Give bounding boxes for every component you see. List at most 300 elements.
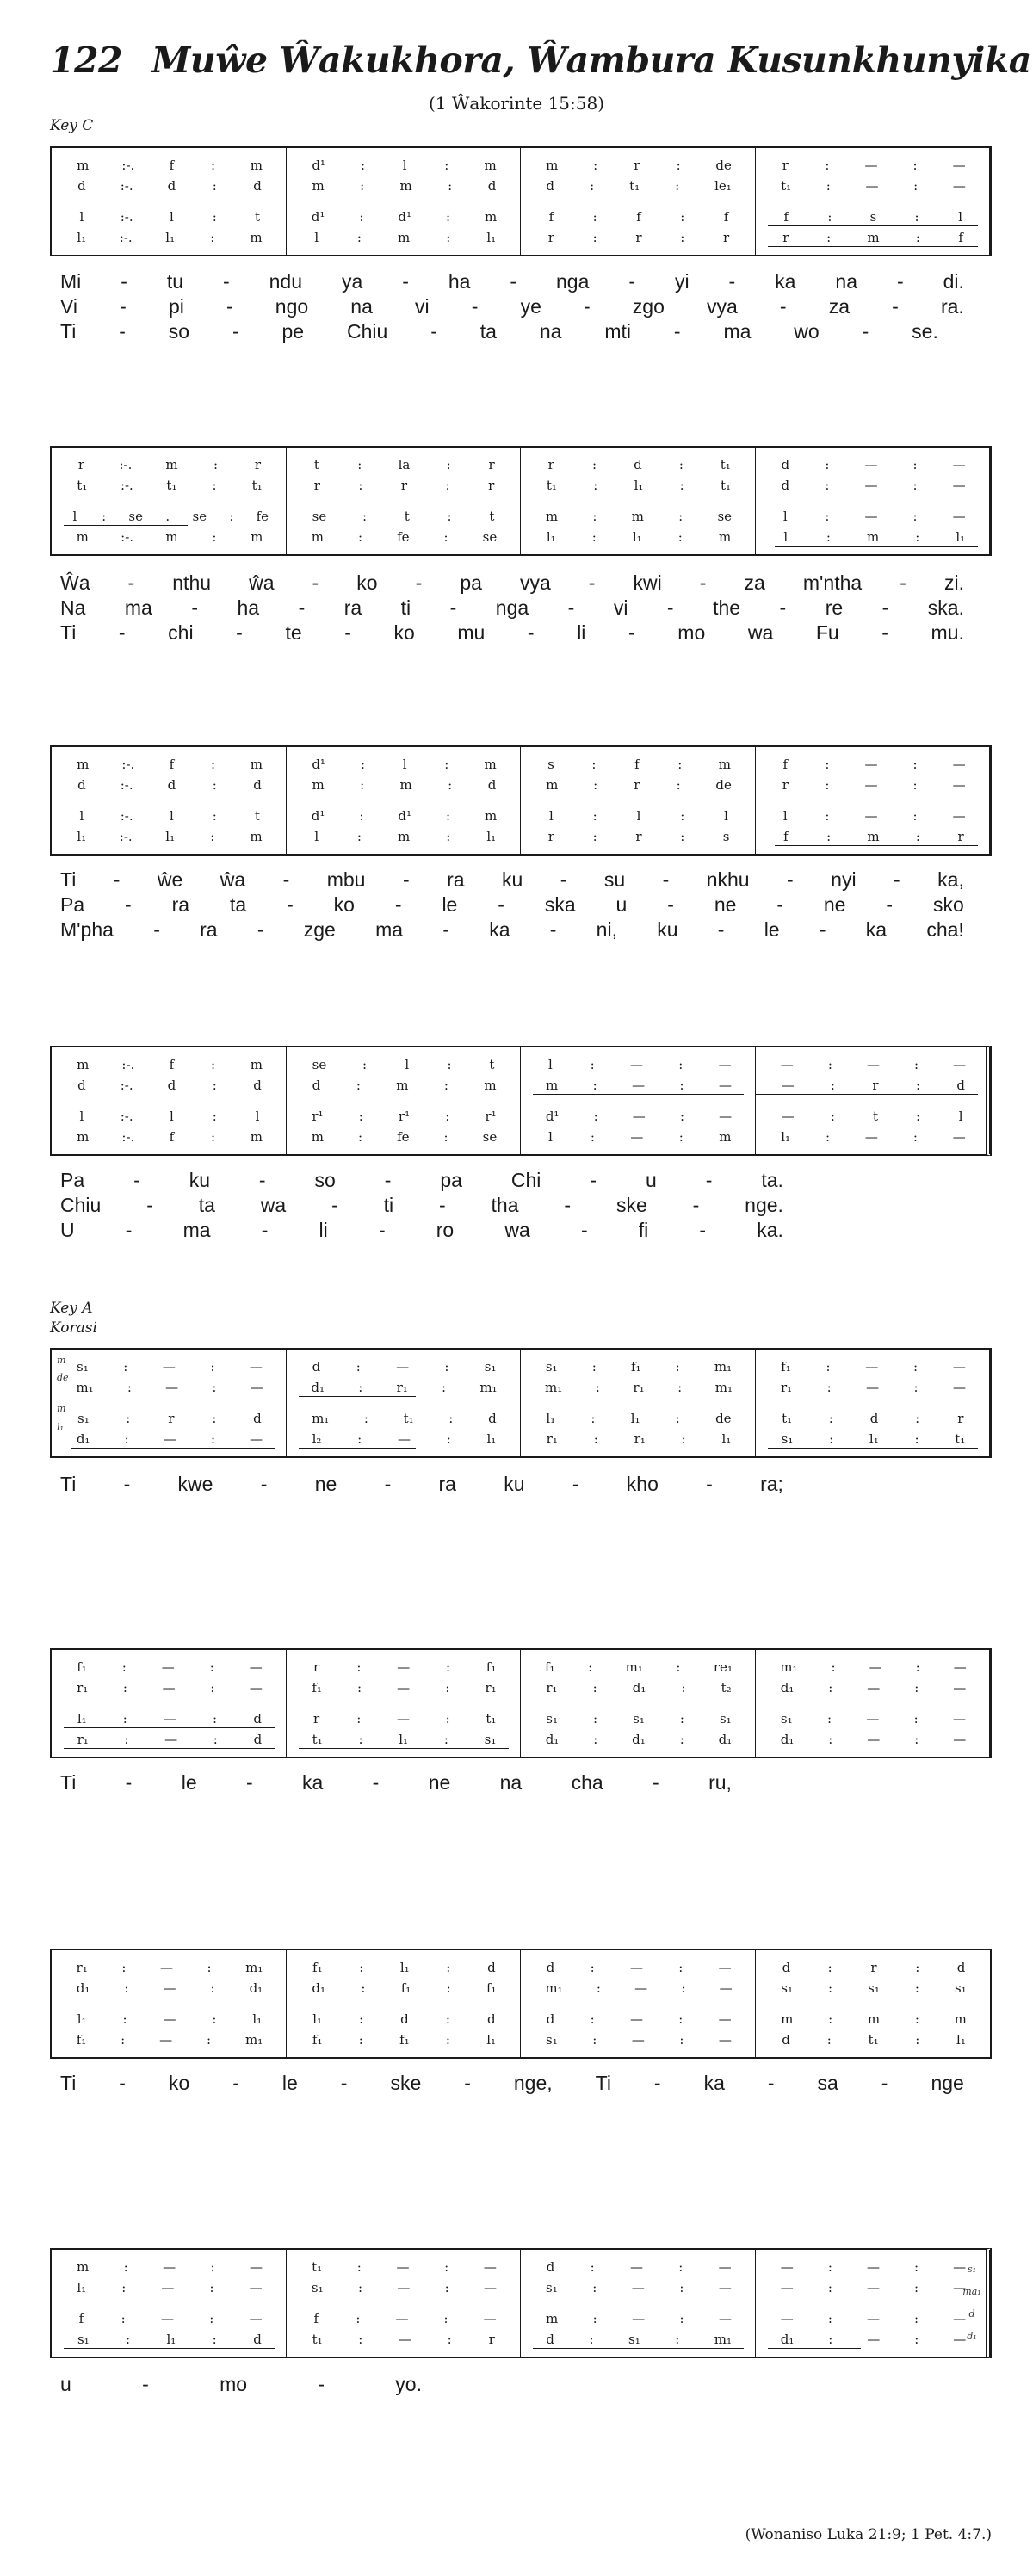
solfa-note: — bbox=[719, 2311, 733, 2326]
solfa-note: m₁ bbox=[545, 1980, 563, 1996]
voice-part-2 bbox=[60, 475, 279, 496]
solfa-note: : bbox=[596, 1980, 601, 1996]
lyric-syllable: Pa bbox=[60, 893, 85, 916]
solfa-note: l bbox=[255, 1109, 260, 1124]
solfa-note: :-. bbox=[120, 178, 133, 194]
solfa-note: — bbox=[165, 1380, 179, 1395]
solfa-note: — bbox=[952, 777, 966, 793]
solfa-note: : bbox=[593, 478, 598, 493]
solfa-note: t bbox=[872, 1109, 878, 1124]
solfa-note: : bbox=[912, 158, 918, 173]
lyric-syllable: - bbox=[142, 2373, 149, 2395]
solfa-note: r bbox=[313, 1711, 320, 1727]
voice-part-1 bbox=[764, 1356, 982, 1377]
solfa-note: s₁ bbox=[633, 1711, 645, 1727]
solfa-note: : bbox=[212, 1109, 217, 1124]
lyric-syllable: - bbox=[402, 270, 409, 293]
voice-part-4 bbox=[764, 527, 982, 547]
slur-line bbox=[768, 246, 979, 247]
solfa-note: d bbox=[253, 1411, 262, 1426]
solfa-note: f₁ bbox=[312, 1680, 322, 1696]
solfa-note: — bbox=[163, 1980, 176, 1996]
slur-line bbox=[768, 225, 979, 226]
lyric-syllable: - bbox=[442, 918, 449, 941]
solfa-note: m bbox=[250, 1057, 263, 1072]
solfa-note: : bbox=[444, 158, 449, 173]
solfa-note: d₁ bbox=[76, 1431, 90, 1447]
solfa-note: m bbox=[719, 1129, 732, 1145]
solfa-note: : bbox=[678, 1960, 684, 1975]
lyric-syllable: - bbox=[776, 893, 783, 916]
solfa-note: se bbox=[482, 1129, 498, 1145]
lyric-syllable: - bbox=[258, 1169, 266, 1191]
lyric-syllable: - bbox=[378, 1219, 386, 1241]
lyric-syllable: di. bbox=[943, 270, 964, 293]
solfa-note: — bbox=[864, 1129, 878, 1145]
solfa-note: f bbox=[783, 829, 789, 844]
measure-3 bbox=[521, 1047, 756, 1154]
solfa-note: f bbox=[634, 757, 640, 772]
solfa-note: : bbox=[680, 829, 685, 844]
solfa-note: m₁ bbox=[244, 2032, 263, 2048]
solfa-note: f bbox=[313, 2311, 319, 2326]
solfa-note: r bbox=[488, 2332, 495, 2347]
lyric-syllable: - bbox=[567, 596, 575, 619]
voice-part-2 bbox=[764, 1377, 982, 1398]
solfa-note: : bbox=[681, 1680, 686, 1696]
solfa-note: l₁ bbox=[869, 1431, 879, 1447]
lyric-syllable: nkhu bbox=[706, 868, 750, 891]
lyric-syllable: le bbox=[442, 893, 458, 916]
voice-part-4 bbox=[295, 826, 513, 847]
solfa-note: : bbox=[358, 1109, 363, 1124]
lyric-syllable: se. bbox=[912, 320, 938, 343]
solfa-note: r¹ bbox=[312, 1109, 324, 1124]
solfa-note: m bbox=[250, 829, 263, 844]
solfa-note: — bbox=[953, 1659, 967, 1675]
hymn-heading bbox=[50, 40, 1031, 81]
lyric-syllable: ŵa bbox=[249, 571, 275, 594]
solfa-note: : bbox=[827, 2311, 832, 2326]
solfa-note: t bbox=[489, 509, 495, 524]
solfa-note: — bbox=[395, 2311, 409, 2326]
solfa-note: : bbox=[590, 2011, 595, 2027]
solfa-note: : bbox=[212, 808, 217, 824]
solfa-note: t₁ bbox=[403, 1411, 414, 1426]
voice-part-2 bbox=[295, 176, 513, 196]
lyric-syllable: ne bbox=[823, 893, 846, 916]
voice-part-3 bbox=[529, 1106, 748, 1127]
voice-part-4 bbox=[60, 2329, 279, 2350]
lyric-syllable: - bbox=[527, 621, 535, 644]
solfa-note: — bbox=[952, 178, 966, 194]
solfa-note: t₁ bbox=[546, 478, 557, 493]
lyric-line bbox=[60, 2071, 964, 2096]
solfa-note: m bbox=[631, 509, 644, 524]
solfa-note: : bbox=[447, 2332, 452, 2347]
solfa-note: — bbox=[163, 2011, 176, 2027]
solfa-note: t₁ bbox=[629, 178, 640, 194]
solfa-note: l₁ bbox=[399, 1960, 410, 1975]
voice-part-1 bbox=[295, 2257, 513, 2277]
voice-part-3 bbox=[295, 1408, 513, 1429]
solfa-note: — bbox=[864, 808, 878, 824]
solfa-note: — bbox=[397, 1431, 411, 1447]
solfa-note: — bbox=[864, 777, 878, 793]
solfa-note: : bbox=[592, 230, 597, 245]
lyric-syllable: - bbox=[261, 1219, 269, 1241]
solfa-note: — bbox=[484, 2280, 498, 2295]
solfa-note: : bbox=[444, 1359, 449, 1374]
solfa-note: : bbox=[124, 1980, 129, 1996]
solfa-note: — bbox=[952, 478, 966, 493]
solfa-note: : bbox=[212, 1380, 217, 1395]
lyric-syllable: - bbox=[125, 1771, 133, 1794]
voice-part-tag: m bbox=[57, 1355, 66, 1366]
solfa-note: l₁ bbox=[77, 2011, 87, 2027]
lyric-syllable: - bbox=[439, 1194, 446, 1216]
solfa-note: : bbox=[826, 230, 832, 245]
lyric-syllable: tu bbox=[166, 270, 184, 293]
solfa-note: : bbox=[102, 509, 107, 524]
solfa-note: : bbox=[590, 178, 595, 194]
lyric-syllable: - bbox=[344, 621, 351, 644]
solfa-note: s₁ bbox=[484, 1359, 497, 1374]
lyric-syllable: - bbox=[896, 270, 904, 293]
solfa-note: d bbox=[546, 1960, 555, 1975]
lyric-syllable: fi bbox=[638, 1219, 649, 1241]
solfa-note: : bbox=[677, 529, 683, 545]
solfa-note: s₁ bbox=[546, 2032, 558, 2048]
solfa-note: — bbox=[718, 2032, 732, 2048]
solfa-note: f bbox=[169, 158, 175, 173]
measure-3 bbox=[521, 448, 756, 554]
lyric-line bbox=[60, 893, 964, 917]
solfa-note: f bbox=[169, 1129, 175, 1145]
measure-2 bbox=[287, 1650, 521, 1757]
solfa-note: : bbox=[213, 457, 219, 473]
solfa-note: l bbox=[783, 529, 789, 545]
lyric-syllable: pe bbox=[281, 320, 305, 343]
solfa-note: r₁ bbox=[77, 1680, 89, 1696]
lyric-syllable: Chi bbox=[510, 1169, 541, 1191]
solfa-note: l₁ bbox=[165, 829, 176, 844]
voice-part-1 bbox=[764, 454, 982, 475]
lyric-syllable: - bbox=[779, 295, 787, 318]
solfa-note: — bbox=[483, 2311, 497, 2326]
solfa-note: — bbox=[953, 1711, 967, 1727]
solfa-note: : bbox=[826, 1359, 831, 1374]
solfa-note: d bbox=[253, 1711, 262, 1727]
solfa-note: d bbox=[869, 1411, 879, 1426]
voice-part-3 bbox=[60, 806, 279, 826]
lyric-syllable: ta bbox=[479, 320, 497, 343]
solfa-note: : bbox=[446, 829, 451, 844]
solfa-note: d bbox=[167, 777, 176, 793]
lyric-syllable: nge bbox=[931, 2072, 964, 2094]
solfa-note: l₁ bbox=[77, 2280, 87, 2295]
lyric-syllable: - bbox=[260, 1473, 268, 1495]
solfa-note: : bbox=[121, 1960, 127, 1975]
lyric-syllable: - bbox=[120, 295, 127, 318]
solfa-note: — bbox=[781, 1109, 795, 1124]
solfa-note: : bbox=[446, 1980, 451, 1996]
solfa-note: : bbox=[595, 1380, 600, 1395]
solfa-note: : bbox=[679, 478, 684, 493]
lyric-syllable: vi bbox=[415, 295, 430, 318]
lyric-line bbox=[60, 621, 964, 646]
solfa-note: : bbox=[212, 209, 217, 225]
voice-part-3 bbox=[60, 1408, 279, 1429]
solfa-note: : bbox=[443, 1078, 448, 1093]
solfa-note: se bbox=[192, 509, 207, 524]
solfa-note: l₁ bbox=[165, 230, 176, 245]
voice-part-2 bbox=[529, 1075, 748, 1096]
measure-3 bbox=[521, 148, 756, 255]
solfa-note: d bbox=[546, 2259, 555, 2275]
solfa-note: : bbox=[914, 1431, 919, 1447]
lyric-syllable: - bbox=[692, 1194, 700, 1216]
voice-part-3 bbox=[295, 506, 513, 527]
solfa-note: : bbox=[590, 1129, 595, 1145]
lyric-syllable: Ti bbox=[60, 320, 77, 343]
solfa-note: m bbox=[546, 777, 559, 793]
lyric-syllable: Vi bbox=[60, 295, 78, 318]
solfa-note: : bbox=[827, 2259, 832, 2275]
solfa-note: d¹ bbox=[398, 808, 411, 824]
slur-line bbox=[533, 1094, 745, 1095]
solfa-note: s₁ bbox=[781, 1980, 793, 1996]
solfa-note: : bbox=[124, 1732, 129, 1747]
lyric-syllable: pi bbox=[168, 295, 184, 318]
voice-part-3 bbox=[60, 2009, 279, 2029]
solfa-note: : bbox=[680, 209, 685, 225]
solfa-note: : bbox=[679, 2032, 684, 2048]
solfa-note: t₁ bbox=[721, 478, 732, 493]
solfa-note: d¹ bbox=[398, 209, 411, 225]
slur-line bbox=[775, 546, 979, 547]
measure-4 bbox=[756, 2250, 990, 2357]
solfa-note: — bbox=[397, 1680, 411, 1696]
voice-part-1 bbox=[529, 1054, 748, 1075]
solfa-note: : bbox=[229, 509, 234, 524]
solfa-note: : bbox=[359, 1960, 364, 1975]
solfa-note: r₁ bbox=[780, 1380, 793, 1395]
solfa-note: : bbox=[678, 457, 684, 473]
solfa-note: : bbox=[828, 2011, 833, 2027]
solfa-note: — bbox=[864, 757, 878, 772]
solfa-note: :-. bbox=[121, 1129, 135, 1145]
lyric-syllable: zge bbox=[303, 918, 336, 941]
solfa-note: — bbox=[718, 2280, 732, 2295]
solfa-note: s₁ bbox=[484, 1732, 497, 1747]
lyric-syllable: - bbox=[191, 596, 198, 619]
solfa-note: l bbox=[402, 158, 407, 173]
voice-part-4 bbox=[60, 2029, 279, 2050]
measure-3 bbox=[521, 747, 756, 854]
solfa-note: : bbox=[827, 209, 832, 225]
solfa-note: m bbox=[484, 158, 497, 173]
solfa-note: d bbox=[253, 777, 262, 793]
solfa-note: r bbox=[870, 1960, 877, 1975]
lyric-syllable: ka bbox=[703, 2072, 725, 2094]
solfa-note: s bbox=[547, 757, 554, 772]
solfa-note: — bbox=[630, 1129, 644, 1145]
voice-part-2 bbox=[764, 475, 982, 496]
voice-part-1 bbox=[60, 454, 279, 475]
lyric-syllable: ku bbox=[501, 868, 523, 891]
lyric-syllable: le bbox=[281, 2072, 298, 2094]
lyric-syllable: ka bbox=[302, 1771, 324, 1794]
solfa-note: — bbox=[952, 757, 966, 772]
lyric-syllable: ne bbox=[714, 893, 737, 916]
lyric-syllable: - bbox=[331, 1194, 338, 1216]
solfa-note: : bbox=[445, 1711, 450, 1727]
voice-part-1 bbox=[60, 754, 279, 775]
solfa-note: — bbox=[159, 1960, 173, 1975]
solfa-note: — bbox=[632, 1078, 646, 1093]
solfa-note: l bbox=[170, 808, 174, 824]
lyric-syllable: - bbox=[699, 571, 707, 594]
solfa-note: l₁ bbox=[721, 1431, 732, 1447]
lyric-syllable: u bbox=[615, 893, 628, 916]
solfa-note: : bbox=[356, 2259, 362, 2275]
solfa-note: — bbox=[953, 2280, 967, 2295]
solfa-note: r bbox=[957, 829, 964, 844]
modulation-note: ma₁ bbox=[962, 2286, 981, 2297]
lyric-syllable: - bbox=[449, 596, 457, 619]
solfa-note: se bbox=[482, 529, 498, 545]
lyric-syllable: - bbox=[699, 1219, 707, 1241]
solfa-note: — bbox=[161, 1659, 175, 1675]
solfa-note: : bbox=[828, 1680, 833, 1696]
voice-part-1 bbox=[60, 1054, 279, 1075]
solfa-note: : bbox=[591, 1359, 597, 1374]
voice-part-4 bbox=[529, 2029, 748, 2050]
solfa-note: : bbox=[210, 1980, 215, 1996]
voice-part-2 bbox=[529, 176, 748, 196]
solfa-note: l₁ bbox=[486, 2032, 497, 2048]
solfa-note: r¹ bbox=[398, 1109, 411, 1124]
voice-part-1 bbox=[764, 2257, 982, 2277]
lyric-syllable: - bbox=[819, 918, 826, 941]
solfa-note: : bbox=[825, 808, 830, 824]
score-system-6 bbox=[50, 1648, 992, 1758]
lyric-syllable: Chiu bbox=[60, 1194, 102, 1216]
solfa-note: r₁ bbox=[633, 1380, 645, 1395]
lyric-syllable: - bbox=[119, 2072, 126, 2094]
solfa-note: : bbox=[448, 1411, 454, 1426]
solfa-note: d bbox=[253, 178, 262, 194]
solfa-note: f₁ bbox=[781, 1359, 791, 1374]
key-modulation-marker bbox=[962, 2258, 982, 2348]
solfa-note: : bbox=[121, 2280, 127, 2295]
solfa-note: l bbox=[79, 209, 84, 225]
solfa-note: l₁ bbox=[252, 2011, 263, 2027]
solfa-note: — bbox=[719, 1980, 733, 1996]
solfa-note: : bbox=[680, 230, 685, 245]
solfa-note: m bbox=[397, 829, 411, 844]
solfa-note: s₁ bbox=[77, 1359, 89, 1374]
voice-part-2 bbox=[529, 1677, 748, 1698]
solfa-note: m bbox=[77, 1129, 90, 1145]
lyric-syllable: ra bbox=[343, 596, 362, 619]
solfa-note: d₁ bbox=[780, 1732, 795, 1747]
measure-4 bbox=[756, 1047, 990, 1154]
voice-part-2 bbox=[295, 1377, 513, 1398]
solfa-note: :-. bbox=[119, 230, 133, 245]
solfa-note: : bbox=[358, 2332, 363, 2347]
lyric-syllable: vya bbox=[519, 571, 551, 594]
lyric-syllable: so bbox=[168, 320, 190, 343]
solfa-note: :-. bbox=[121, 1057, 135, 1072]
voice-part-1 bbox=[529, 454, 748, 475]
lyric-syllable: ta bbox=[229, 893, 247, 916]
solfa-note: l bbox=[405, 1057, 410, 1072]
solfa-note: m bbox=[781, 2011, 794, 2027]
solfa-note: : bbox=[211, 1129, 216, 1145]
lyric-syllable: ku bbox=[657, 918, 678, 941]
solfa-note: : bbox=[122, 1680, 127, 1696]
lyric-line bbox=[60, 571, 964, 596]
solfa-note: m bbox=[250, 230, 263, 245]
solfa-note: m bbox=[399, 777, 412, 793]
lyric-syllable: nthu bbox=[172, 571, 212, 594]
lyric-line bbox=[60, 1770, 732, 1795]
solfa-note: s₁ bbox=[719, 1711, 732, 1727]
lyric-syllable: le bbox=[181, 1771, 197, 1794]
solfa-note: t₁ bbox=[312, 2332, 323, 2347]
solfa-note: s₁ bbox=[780, 1711, 793, 1727]
solfa-note: m₁ bbox=[76, 1380, 94, 1395]
solfa-note: — bbox=[397, 1659, 411, 1675]
solfa-note: — bbox=[952, 1380, 966, 1395]
voice-part-3 bbox=[764, 806, 982, 826]
lyric-syllable: Ti bbox=[60, 2072, 77, 2094]
solfa-note: : bbox=[914, 1732, 919, 1747]
voice-part-3 bbox=[529, 806, 748, 826]
lyric-syllable: - bbox=[881, 621, 888, 644]
solfa-note: : bbox=[912, 808, 918, 824]
solfa-note: : bbox=[357, 1680, 362, 1696]
solfa-note: — bbox=[164, 1732, 178, 1747]
solfa-note: r bbox=[782, 777, 789, 793]
solfa-note: : bbox=[825, 478, 830, 493]
solfa-note: m bbox=[312, 178, 325, 194]
solfa-note: : bbox=[679, 1732, 684, 1747]
solfa-note: : bbox=[213, 1732, 218, 1747]
solfa-note: : bbox=[912, 1129, 918, 1145]
solfa-note: : bbox=[826, 1711, 832, 1727]
solfa-note: d¹ bbox=[545, 1109, 560, 1124]
lyric-syllable: chi bbox=[168, 621, 194, 644]
solfa-note: s₁ bbox=[781, 1431, 794, 1447]
solfa-note: s₁ bbox=[311, 2280, 324, 2295]
solfa-note: d bbox=[956, 1960, 966, 1975]
solfa-note: l₁ bbox=[486, 230, 497, 245]
solfa-note: : bbox=[122, 1711, 127, 1727]
solfa-note: t bbox=[313, 457, 319, 473]
solfa-note: : bbox=[829, 1431, 834, 1447]
solfa-note: : bbox=[212, 478, 217, 493]
solfa-note: : bbox=[914, 1680, 919, 1696]
solfa-note: — bbox=[866, 1711, 880, 1727]
solfa-note: : bbox=[915, 529, 920, 545]
solfa-note: :-. bbox=[120, 808, 133, 824]
solfa-note: d₁ bbox=[311, 1380, 325, 1395]
solfa-note: d bbox=[167, 178, 176, 194]
solfa-note: d¹ bbox=[312, 158, 325, 173]
